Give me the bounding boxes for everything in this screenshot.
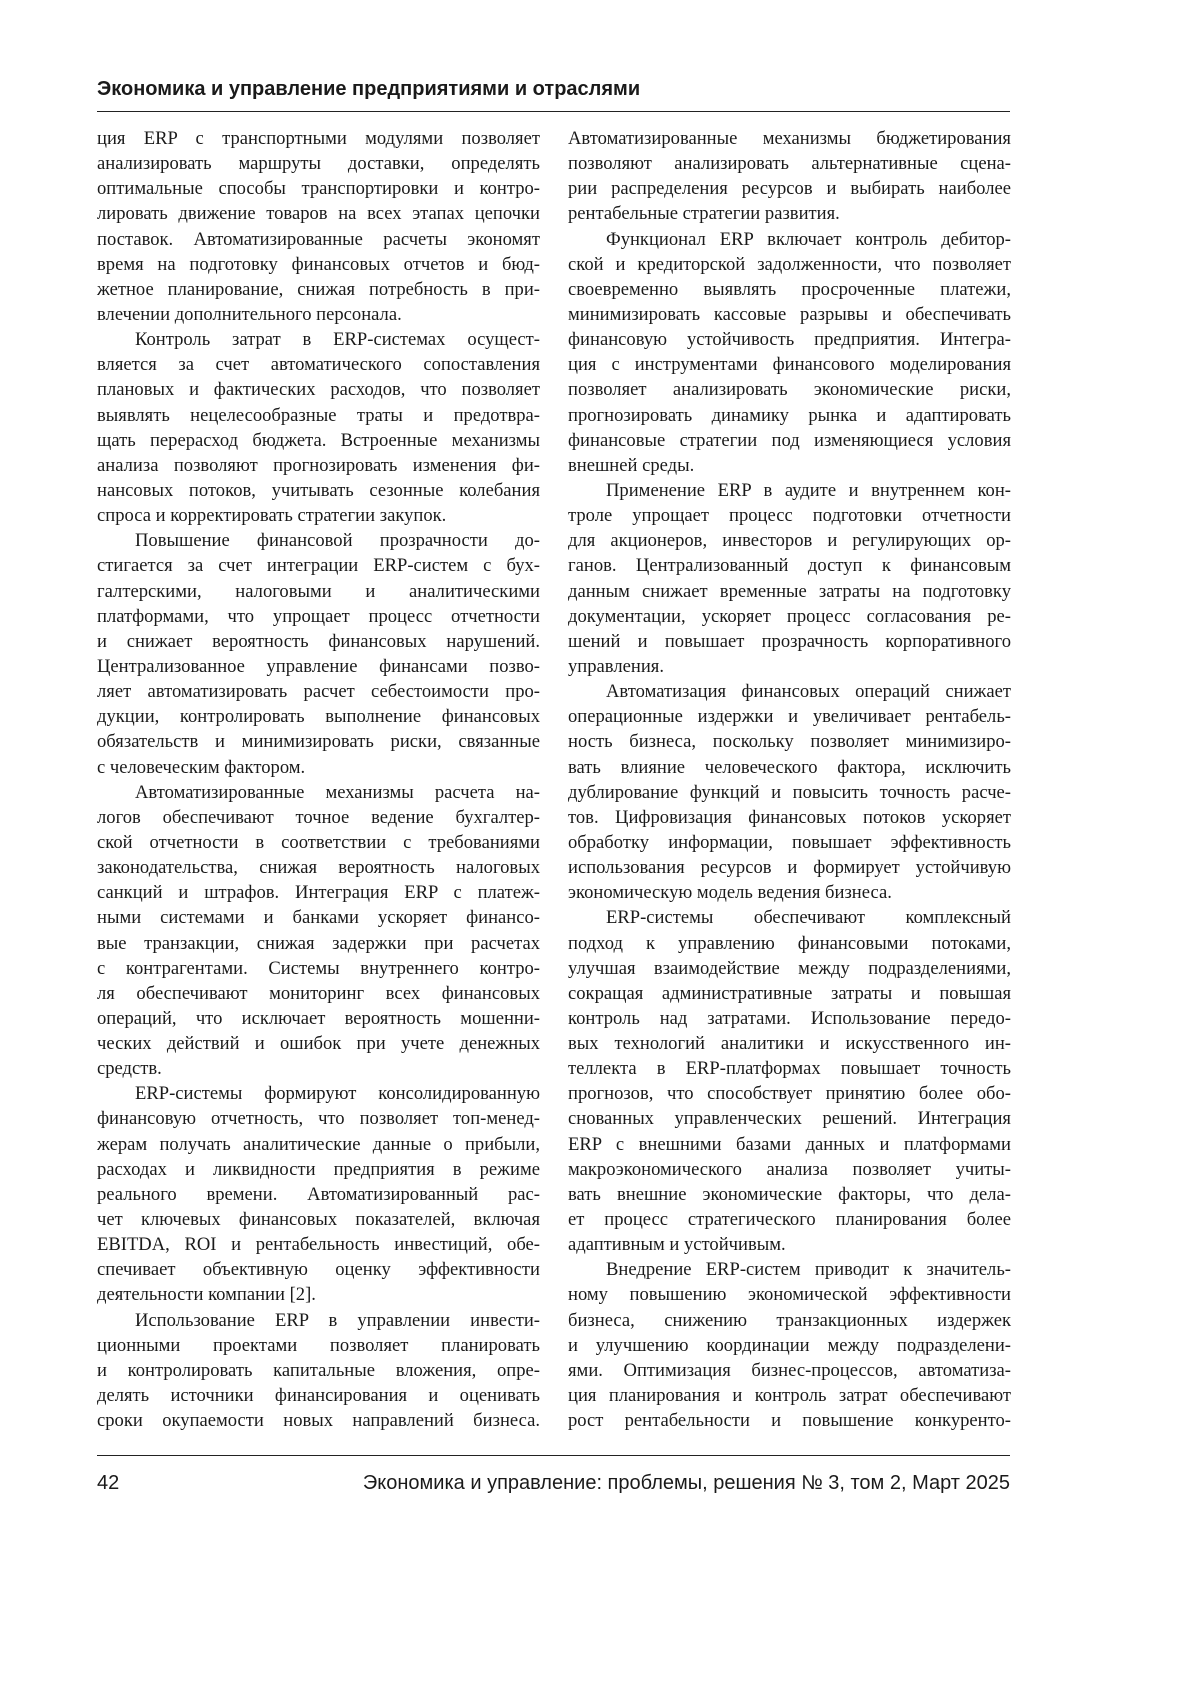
text-line: средств.: [97, 1056, 540, 1081]
text-line: плановых и фактических расходов, что позволяет: [97, 377, 540, 402]
text-line: спечивает объективную оценку эффективности: [97, 1257, 540, 1282]
text-line: вые транзакции, снижая задержки при расчетах: [97, 931, 540, 956]
text-line: экономическую модель ведения бизнеса.: [568, 880, 1011, 905]
text-line: обязательств и минимизировать риски, связанные: [97, 729, 540, 754]
text-line: операций, что исключает вероятность мошенни-: [97, 1006, 540, 1031]
text-line: время на подготовку финансовых отчетов и бюд-: [97, 252, 540, 277]
text-line: финансовую устойчивость предприятия. Интегра-: [568, 327, 1011, 352]
text-line: делять источники финансирования и оценивать: [97, 1383, 540, 1408]
text-line: адаптивным и устойчивым.: [568, 1232, 1011, 1257]
text-line: ционными проектами позволяет планировать: [97, 1333, 540, 1358]
text-line: сокращая административные затраты и повышая: [568, 981, 1011, 1006]
text-line: и контролировать капитальные вложения, опре-: [97, 1358, 540, 1383]
text-line: ERP с внешними базами данных и платформами: [568, 1132, 1011, 1157]
text-line: ERP-системы обеспечивают комплексный: [568, 905, 1011, 930]
text-line: вать влияние человеческого фактора, исключить: [568, 755, 1011, 780]
text-line: снованных управленческих решений. Интеграция: [568, 1106, 1011, 1131]
text-line: ляет автоматизировать расчет себестоимости про-: [97, 679, 540, 704]
text-line: Автоматизированные механизмы расчета на-: [97, 780, 540, 805]
text-line: расходах и ликвидности предприятия в режиме: [97, 1157, 540, 1182]
text-line: ческих действий и ошибок при учете денежных: [97, 1031, 540, 1056]
right-column: [568, 126, 1011, 1433]
text-line: вать внешние экономические факторы, что дела-: [568, 1182, 1011, 1207]
text-line: влечении дополнительного персонала.: [97, 302, 540, 327]
paragraph: [97, 327, 540, 528]
text-line: использования ресурсов и формирует устойчивую: [568, 855, 1011, 880]
text-line: минимизировать кассовые разрывы и обеспечивать: [568, 302, 1011, 327]
text-line: контроль над затратами. Использование передо-: [568, 1006, 1011, 1031]
page-footer: [97, 1472, 1010, 1495]
text-line: ция ERP с транспортными модулями позволяет: [97, 126, 540, 151]
text-line: ганов. Централизованный доступ к финансовым: [568, 553, 1011, 578]
text-line: обработку информации, повышает эффективность: [568, 830, 1011, 855]
text-line: дукции, контролировать выполнение финансовых: [97, 704, 540, 729]
text-line: троле упрощает процесс подготовки отчетности: [568, 503, 1011, 528]
text-line: прогнозов, что способствует принятию более обо-: [568, 1081, 1011, 1106]
text-line: шений и повышает прозрачность корпоративного: [568, 629, 1011, 654]
text-line: тов. Цифровизация финансовых потоков ускоряет: [568, 805, 1011, 830]
text-line: оптимальные способы транспортировки и контро-: [97, 176, 540, 201]
paragraph: [97, 126, 540, 327]
text-line: позволяют анализировать альтернативные сцена-: [568, 151, 1011, 176]
text-line: деятельности компании [2].: [97, 1282, 540, 1307]
text-line: анализировать маршруты доставки, определять: [97, 151, 540, 176]
text-line: ность бизнеса, поскольку позволяет минимизиро-: [568, 729, 1011, 754]
text-line: Контроль затрат в ERP-системах осущест-: [97, 327, 540, 352]
text-line: стигается за счет интеграции ERP-систем с бух-: [97, 553, 540, 578]
text-line: Функционал ERP включает контроль дебитор-: [568, 227, 1011, 252]
text-line: жерам получать аналитические данные о прибыли,: [97, 1132, 540, 1157]
text-line: дублирование функций и повысить точность расче-: [568, 780, 1011, 805]
text-line: позволяет анализировать экономические риски,: [568, 377, 1011, 402]
text-line: анализа позволяют прогнозировать изменения фи-: [97, 453, 540, 478]
text-line: санкций и штрафов. Интеграция ERP с платеж-: [97, 880, 540, 905]
paragraph: [568, 227, 1011, 478]
running-header: Экономика и управление предприятиями и отраслями: [97, 78, 1010, 101]
text-line: поставок. Автоматизированные расчеты экономят: [97, 227, 540, 252]
text-line: вых технологий аналитики и искусственного ин-: [568, 1031, 1011, 1056]
text-line: Применение ERP в аудите и внутреннем кон-: [568, 478, 1011, 503]
text-line: нансовых потоков, учитывать сезонные колебания: [97, 478, 540, 503]
paragraph: [568, 126, 1011, 227]
text-line: своевременно выявлять просроченные платежи,: [568, 277, 1011, 302]
text-line: Использование ERP в управлении инвести-: [97, 1308, 540, 1333]
text-line: платформами, что упрощает процесс отчетности: [97, 604, 540, 629]
text-line: ERP-системы формируют консолидированную: [97, 1081, 540, 1106]
footer-rule: [97, 1455, 1010, 1456]
text-line: ция с инструментами финансового моделирования: [568, 352, 1011, 377]
text-line: ция планирования и контроль затрат обеспечивают: [568, 1383, 1011, 1408]
text-line: прогнозировать динамику рынка и адаптировать: [568, 403, 1011, 428]
text-line: спроса и корректировать стратегии закупок.: [97, 503, 540, 528]
paragraph: [568, 478, 1011, 679]
text-line: ными системами и банками ускоряет финансо-: [97, 905, 540, 930]
paragraph: [97, 1308, 540, 1434]
paragraph: [568, 905, 1011, 1257]
text-line: операционные издержки и увеличивает рентабель-: [568, 704, 1011, 729]
text-line: галтерскими, налоговыми и аналитическими: [97, 579, 540, 604]
text-line: ями. Оптимизация бизнес-процессов, автоматиза-: [568, 1358, 1011, 1383]
text-line: Повышение финансовой прозрачности до-: [97, 528, 540, 553]
text-line: ному повышению экономической эффективности: [568, 1282, 1011, 1307]
left-column: [97, 126, 540, 1433]
text-line: реального времени. Автоматизированный рас-: [97, 1182, 540, 1207]
text-line: Централизованное управление финансами позво-: [97, 654, 540, 679]
text-line: улучшая взаимодействие между подразделениями,: [568, 956, 1011, 981]
text-line: жетное планирование, снижая потребность в при-: [97, 277, 540, 302]
text-line: внешней среды.: [568, 453, 1011, 478]
text-line: рентабельные стратегии развития.: [568, 201, 1011, 226]
text-line: Внедрение ERP-систем приводит к значитель-: [568, 1257, 1011, 1282]
text-line: Автоматизация финансовых операций снижает: [568, 679, 1011, 704]
text-line: логов обеспечивают точное ведение бухгалтер-: [97, 805, 540, 830]
text-line: выявлять нецелесообразные траты и предотвра-: [97, 403, 540, 428]
text-line: документации, ускоряет процесс согласования ре-: [568, 604, 1011, 629]
paragraph: [97, 780, 540, 1082]
text-line: и снижает вероятность финансовых нарушений.: [97, 629, 540, 654]
text-line: управления.: [568, 654, 1011, 679]
text-line: лировать движение товаров на всех этапах цепочки: [97, 201, 540, 226]
text-line: подход к управлению финансовыми потоками,: [568, 931, 1011, 956]
text-line: теллекта в ERP-платформах повышает точность: [568, 1056, 1011, 1081]
text-line: ет процесс стратегического планирования более: [568, 1207, 1011, 1232]
paragraph: [97, 1081, 540, 1307]
text-line: EBITDA, ROI и рентабельность инвестиций, обе-: [97, 1232, 540, 1257]
text-line: с контрагентами. Системы внутреннего контро-: [97, 956, 540, 981]
text-line: бизнеса, снижению транзакционных издержек: [568, 1308, 1011, 1333]
text-line: сроки окупаемости новых направлений бизнеса.: [97, 1408, 540, 1433]
text-line: вляется за счет автоматического сопоставления: [97, 352, 540, 377]
text-line: финансовую отчетность, что позволяет топ-менед-: [97, 1106, 540, 1131]
text-line: данным снижает временные затраты на подготовку: [568, 579, 1011, 604]
text-line: рии распределения ресурсов и выбирать наиболее: [568, 176, 1011, 201]
text-line: с человеческим фактором.: [97, 755, 540, 780]
paragraph: [568, 679, 1011, 905]
text-line: макроэкономического анализа позволяет учиты-: [568, 1157, 1011, 1182]
text-line: чет ключевых финансовых показателей, включая: [97, 1207, 540, 1232]
text-line: ля обеспечивают мониторинг всех финансовых: [97, 981, 540, 1006]
paragraph: [568, 1257, 1011, 1433]
text-line: финансовые стратегии под изменяющиеся условия: [568, 428, 1011, 453]
text-line: ской и кредиторской задолженности, что позволяет: [568, 252, 1011, 277]
text-line: Автоматизированные механизмы бюджетирования: [568, 126, 1011, 151]
text-line: для акционеров, инвесторов и регулирующих ор-: [568, 528, 1011, 553]
text-line: и улучшению координации между подразделени-: [568, 1333, 1011, 1358]
text-line: рост рентабельности и повышение конкуренто-: [568, 1408, 1011, 1433]
paragraph: [97, 528, 540, 779]
text-line: ской отчетности в соответствии с требованиями: [97, 830, 540, 855]
text-line: законодательства, снижая вероятность налоговых: [97, 855, 540, 880]
header-rule: [97, 111, 1010, 112]
journal-citation: Экономика и управление: проблемы, решения № 3, том 2, Март 2025: [363, 1472, 1010, 1495]
text-line: щать перерасход бюджета. Встроенные механизмы: [97, 428, 540, 453]
page-number: 42: [97, 1472, 119, 1495]
